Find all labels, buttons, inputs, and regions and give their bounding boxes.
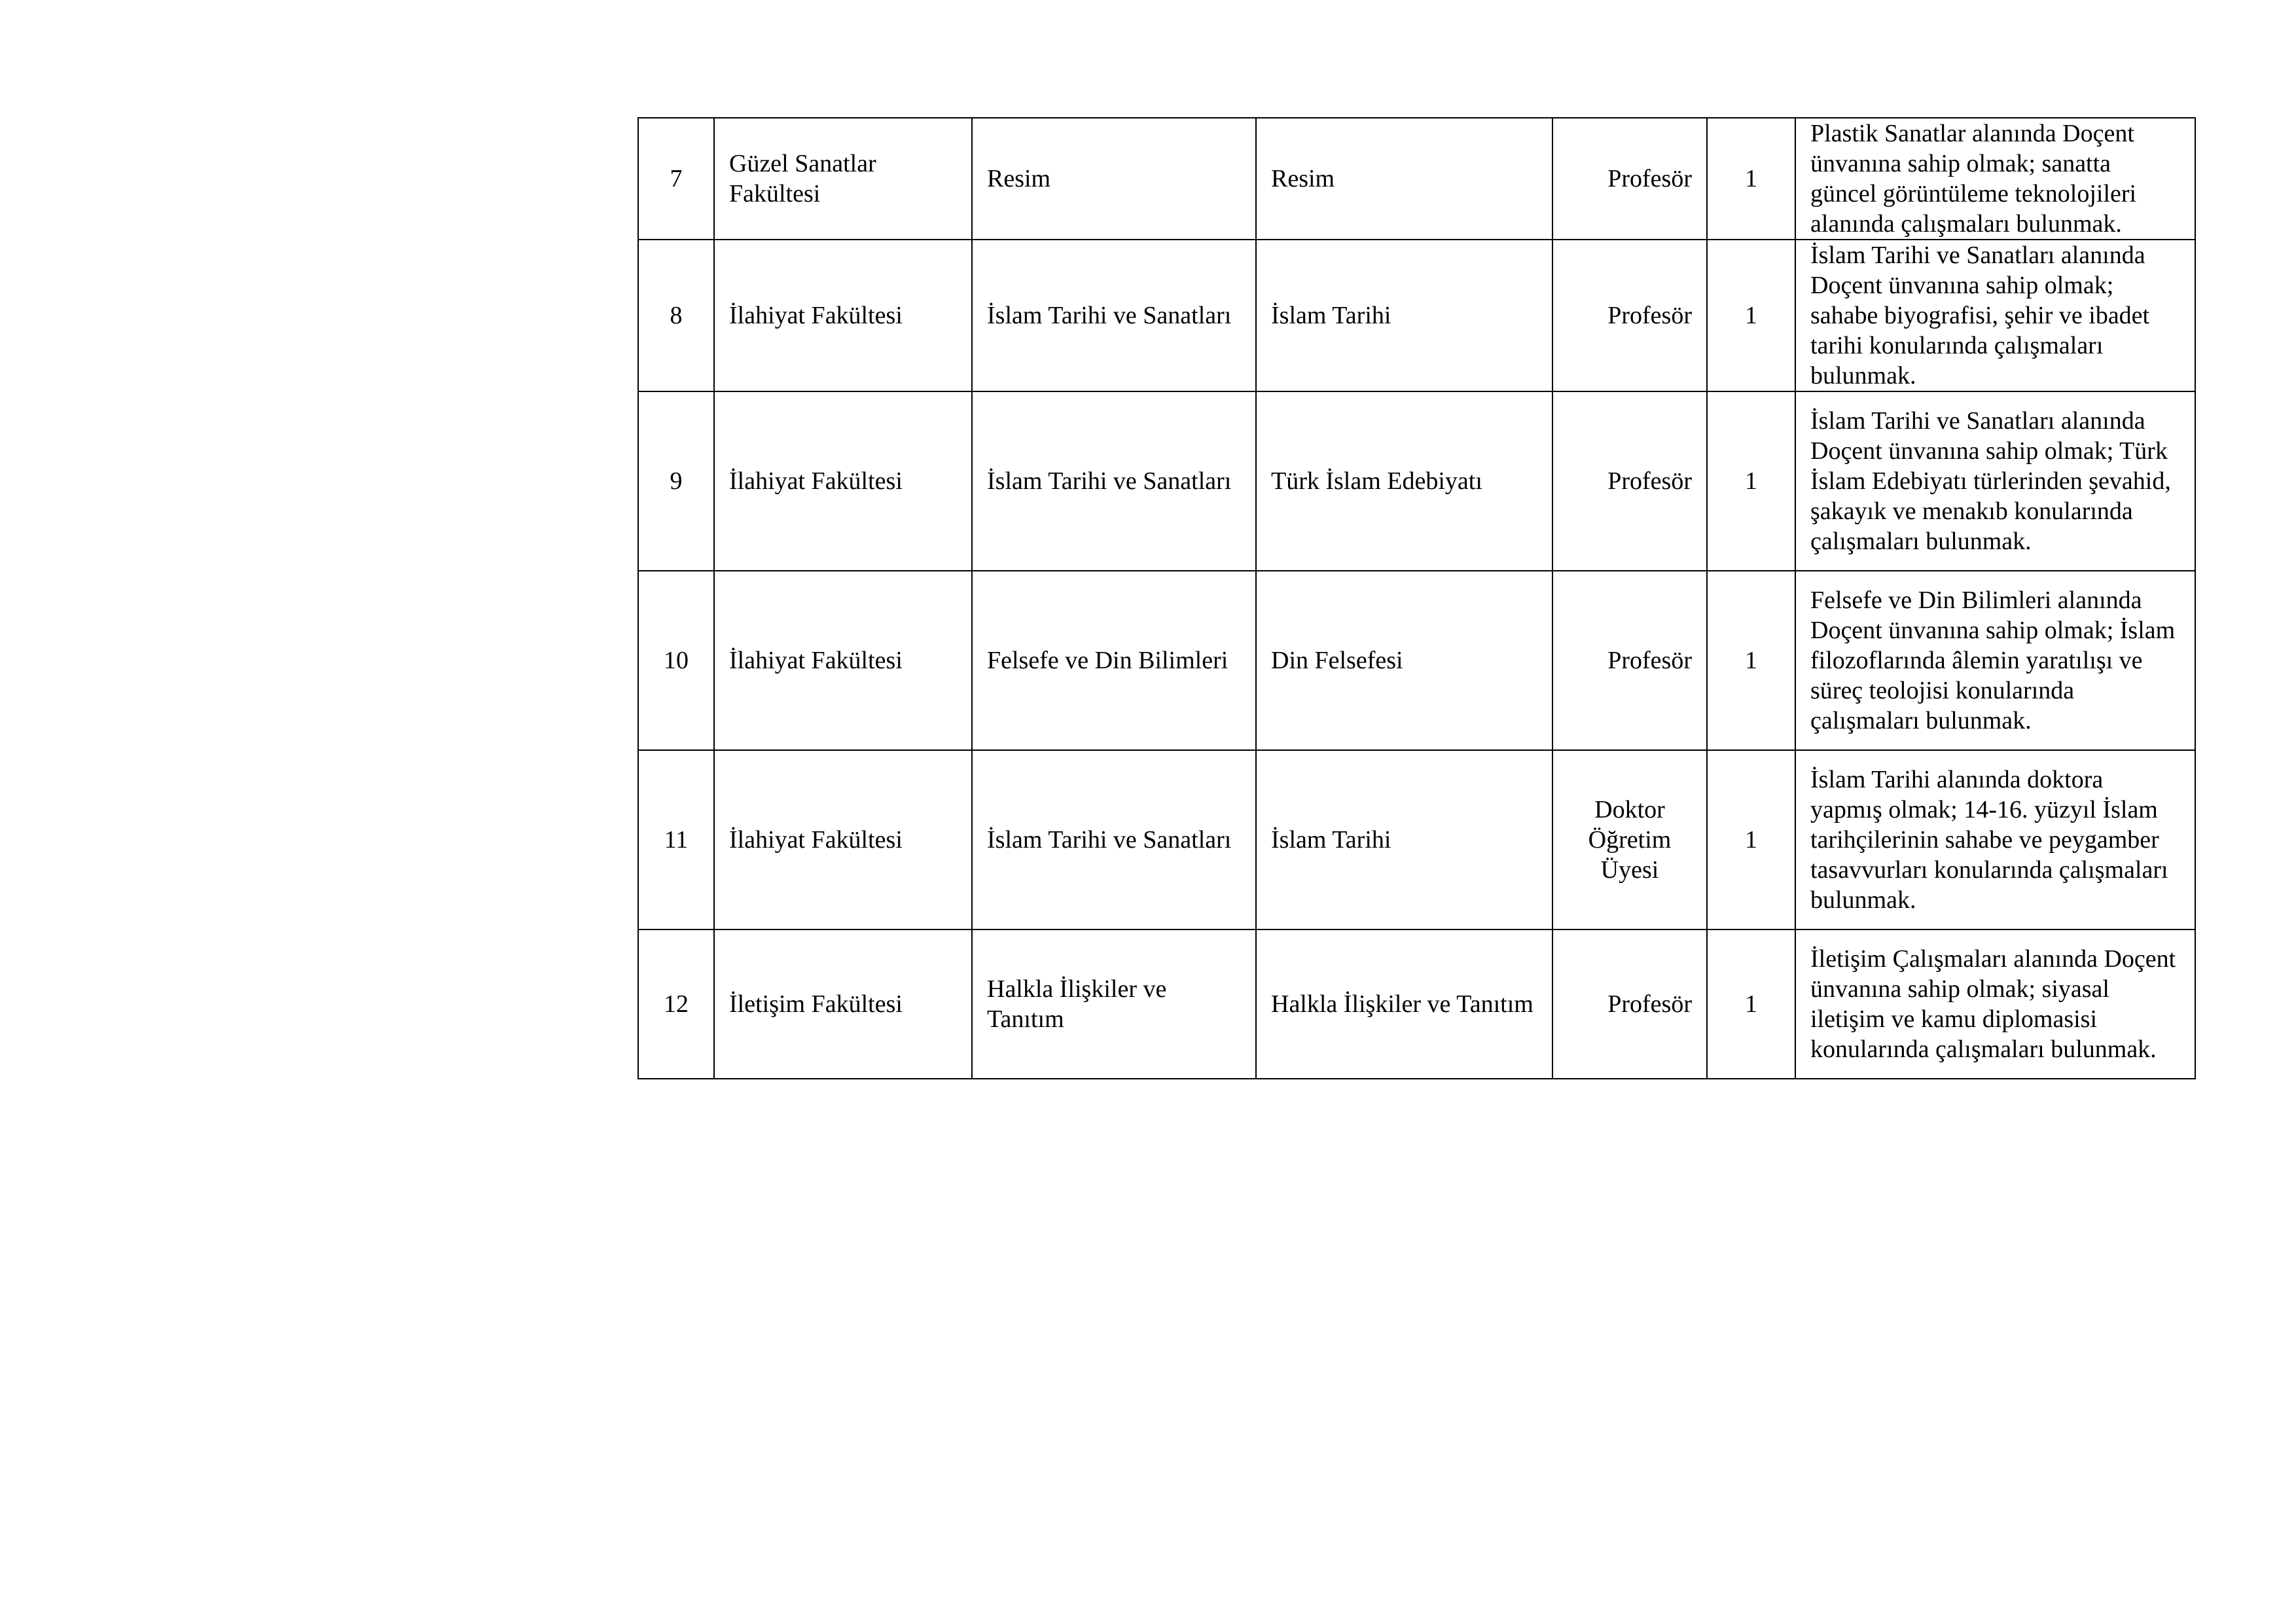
department-cell: Halkla İlişkiler ve Tanıtım bbox=[972, 929, 1256, 1079]
title-cell: Doktor Öğretim Üyesi bbox=[1552, 750, 1707, 929]
field-cell: Halkla İlişkiler ve Tanıtım bbox=[1256, 929, 1552, 1079]
department-cell: İslam Tarihi ve Sanatları bbox=[972, 750, 1256, 929]
count-cell: 1 bbox=[1707, 240, 1795, 391]
requirement-cell: İslam Tarihi ve Sanatları alanında Doçent ünvanına sahip olmak; Türk İslam Edebiyatı türlerinden şevahid, şakayık ve menakıb konularında çalışmaları bulunmak. bbox=[1795, 391, 2195, 571]
faculty-cell: Güzel Sanatlar Fakültesi bbox=[714, 118, 972, 240]
row-number: 9 bbox=[638, 391, 714, 571]
count-cell: 1 bbox=[1707, 571, 1795, 750]
title-cell: Profesör bbox=[1552, 391, 1707, 571]
count-cell: 1 bbox=[1707, 118, 1795, 240]
field-cell: Din Felsefesi bbox=[1256, 571, 1552, 750]
table-row bbox=[638, 240, 2195, 391]
requirement-cell: İletişim Çalışmaları alanında Doçent ünvanına sahip olmak; siyasal iletişim ve kamu diplomasisi konularında çalışmaları bulunmak. bbox=[1795, 929, 2195, 1079]
department-cell: İslam Tarihi ve Sanatları bbox=[972, 240, 1256, 391]
department-cell: Resim bbox=[972, 118, 1256, 240]
count-cell: 1 bbox=[1707, 929, 1795, 1079]
row-number: 10 bbox=[638, 571, 714, 750]
count-cell: 1 bbox=[1707, 391, 1795, 571]
row-number: 11 bbox=[638, 750, 714, 929]
table-row bbox=[638, 118, 2195, 240]
faculty-cell: İlahiyat Fakültesi bbox=[714, 750, 972, 929]
field-cell: İslam Tarihi bbox=[1256, 750, 1552, 929]
department-cell: İslam Tarihi ve Sanatları bbox=[972, 391, 1256, 571]
requirement-cell: Plastik Sanatlar alanında Doçent ünvanına sahip olmak; sanatta güncel görüntüleme teknolojileri alanında çalışmaları bulunmak. bbox=[1795, 118, 2195, 240]
faculty-cell: İlahiyat Fakültesi bbox=[714, 571, 972, 750]
faculty-cell: İlahiyat Fakültesi bbox=[714, 240, 972, 391]
row-number: 7 bbox=[638, 118, 714, 240]
table-row bbox=[638, 571, 2195, 750]
title-cell: Profesör bbox=[1552, 929, 1707, 1079]
table-row bbox=[638, 929, 2195, 1079]
faculty-positions-table bbox=[637, 117, 2196, 1079]
field-cell: Resim bbox=[1256, 118, 1552, 240]
department-cell: Felsefe ve Din Bilimleri bbox=[972, 571, 1256, 750]
row-number: 8 bbox=[638, 240, 714, 391]
faculty-cell: İlahiyat Fakültesi bbox=[714, 391, 972, 571]
field-cell: İslam Tarihi bbox=[1256, 240, 1552, 391]
table-row bbox=[638, 391, 2195, 571]
field-cell: Türk İslam Edebiyatı bbox=[1256, 391, 1552, 571]
row-number: 12 bbox=[638, 929, 714, 1079]
title-cell: Profesör bbox=[1552, 118, 1707, 240]
faculty-cell: İletişim Fakültesi bbox=[714, 929, 972, 1079]
table-row bbox=[638, 750, 2195, 929]
requirement-cell: İslam Tarihi alanında doktora yapmış olmak; 14-16. yüzyıl İslam tarihçilerinin sahabe ve peygamber tasavvurları konularında çalışmaları bulunmak. bbox=[1795, 750, 2195, 929]
requirement-cell: Felsefe ve Din Bilimleri alanında Doçent ünvanına sahip olmak; İslam filozoflarında âlemin yaratılışı ve süreç teolojisi konularında çalışmaları bulunmak. bbox=[1795, 571, 2195, 750]
count-cell: 1 bbox=[1707, 750, 1795, 929]
requirement-cell: İslam Tarihi ve Sanatları alanında Doçent ünvanına sahip olmak; sahabe biyografisi, şehir ve ibadet tarihi konularında çalışmaları bulunmak. bbox=[1795, 240, 2195, 391]
title-cell: Profesör bbox=[1552, 571, 1707, 750]
title-cell: Profesör bbox=[1552, 240, 1707, 391]
